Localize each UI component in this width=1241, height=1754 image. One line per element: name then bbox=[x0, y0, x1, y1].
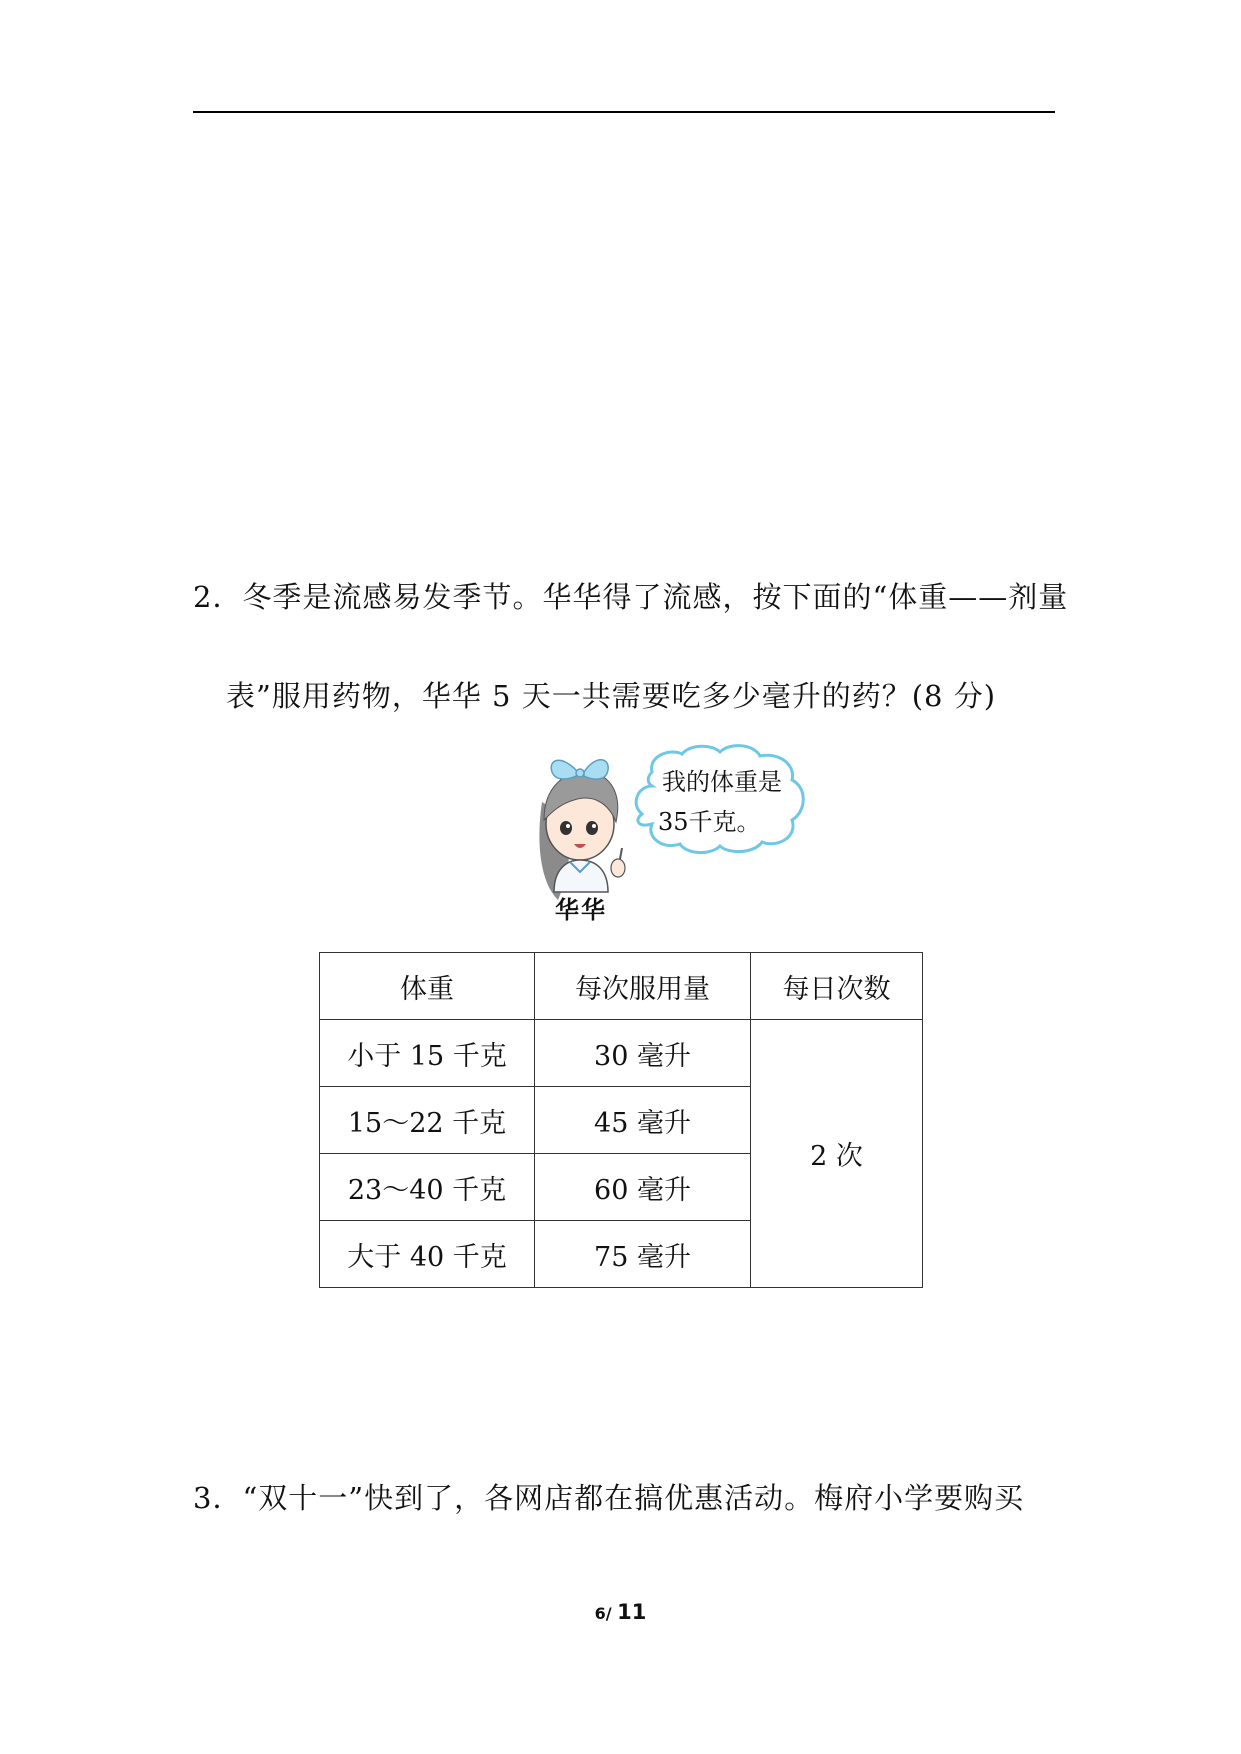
speech-bubble-line-2: 35千克。 bbox=[658, 808, 761, 836]
question-2-line-1: 2．冬季是流感易发季节。华华得了流感，按下面的“体重——剂量 bbox=[193, 580, 1069, 614]
weight-cell: 15～22 千克 bbox=[320, 1087, 535, 1154]
dose-cell: 60 毫升 bbox=[535, 1154, 751, 1221]
figure-caption: 华华 bbox=[555, 895, 607, 924]
speech-bubble-line-1: 我的体重是 bbox=[662, 768, 782, 796]
dose-cell: 75 毫升 bbox=[535, 1221, 751, 1288]
page-number bbox=[0, 1600, 1241, 1624]
weight-dose-table bbox=[319, 952, 923, 1288]
table-row bbox=[320, 1020, 923, 1087]
total-pages: 11 bbox=[617, 1600, 647, 1624]
weight-cell: 23～40 千克 bbox=[320, 1154, 535, 1221]
header-dose: 每次服用量 bbox=[535, 953, 751, 1020]
header-weight: 体重 bbox=[320, 953, 535, 1020]
question-3-line-1: 3．“双十一”快到了，各网店都在搞优惠活动。梅府小学要购买 bbox=[193, 1481, 1025, 1515]
girl-illustration bbox=[530, 742, 820, 932]
dose-cell: 30 毫升 bbox=[535, 1020, 751, 1087]
question-2-line-2: 表”服用药物，华华 5 天一共需要吃多少毫升的药？(8 分) bbox=[226, 679, 997, 713]
header-times: 每日次数 bbox=[751, 953, 923, 1020]
times-per-day-cell: 2 次 bbox=[751, 1020, 923, 1288]
dose-cell: 45 毫升 bbox=[535, 1087, 751, 1154]
weight-cell: 小于 15 千克 bbox=[320, 1020, 535, 1087]
header-rule bbox=[193, 111, 1055, 113]
current-page: 6/ bbox=[594, 1604, 612, 1623]
weight-cell: 大于 40 千克 bbox=[320, 1221, 535, 1288]
table-header-row bbox=[320, 953, 923, 1020]
